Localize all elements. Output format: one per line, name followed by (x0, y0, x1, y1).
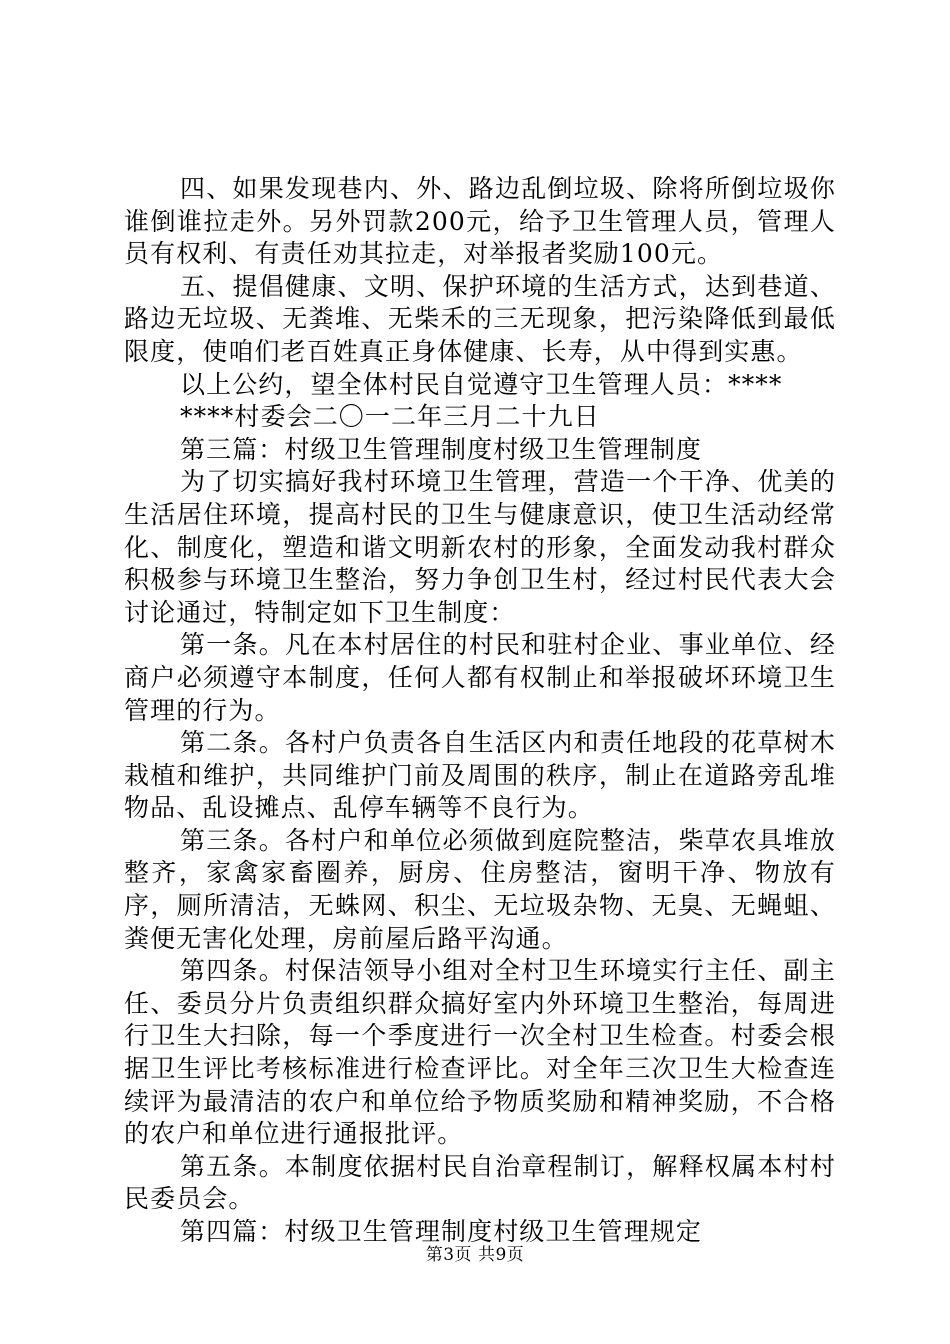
paragraph-article-three: 第三条。各村户和单位必须做到庭院整洁，柴草农具堆放整齐，家禽家畜圈养，厨房、住房整洁，窗明干净、物放有序，厕所清洁，无蛛网、积尘、无垃圾杂物、无臭、无蝇蛆、粪便无害化处理，房前屋后路平沟通。 (124, 825, 836, 953)
paragraph-article-four: 第四条。村保洁领导小组对全村卫生环境实行主任、副主任、委员分片负责组织群众搞好室内外环境卫生整治，每周进行卫生大扫除，每一个季度进行一次全村卫生检查。村委会根据卫生评比考核标准进行检查评比。对全年三次卫生大检查连续评为最清洁的农户和单位给予物质奖励和精神奖励，不合格的农户和单位进行通报批评。 (124, 956, 836, 1149)
paragraph-article-five: 第五条。本制度依据村民自治章程制订，解释权属本村村民委员会。 (124, 1151, 836, 1214)
paragraph-pledge: 以上公约，望全体村民自觉遵守卫生管理人员：**** (180, 369, 783, 399)
page-number: 第3页 共9页 (425, 1245, 525, 1265)
paragraph-item-five: 五、提倡健康、文明、保护环境的生活方式，达到巷道、路边无垃圾、无粪堆、无柴禾的三无现象，把污染降低到最低限度，使咱们老百姓真正身体健康、长寿，从中得到实惠。 (124, 271, 836, 366)
paragraph-item-four: 四、如果发现巷内、外、路边乱倒垃圾、除将所倒垃圾你谁倒谁拉走外。另外罚款200元，给予卫生管理人员，管理人员有权利、有责任劝其拉走，对举报者奖励100元。 (124, 174, 836, 269)
section-heading-three: 第三篇：村级卫生管理制度村级卫生管理制度 (180, 434, 703, 464)
paragraph-article-two: 第二条。各村户负责各自生活区内和责任地段的花草树木栽植和维护，共同维护门前及周围的秩序，制止在道路旁乱堆物品、乱设摊点、乱停车辆等不良行为。 (124, 728, 836, 823)
paragraph-article-one: 第一条。凡在本村居住的村民和驻村企业、事业单位、经商户必须遵守本制度，任何人都有权制止和举报破坏环境卫生管理的行为。 (124, 630, 836, 725)
paragraph-signature-date: ****村委会二〇一二年三月二十九日 (180, 402, 600, 432)
section-heading-four: 第四篇：村级卫生管理制度村级卫生管理规定 (180, 1217, 703, 1246)
paragraph-intro: 为了切实搞好我村环境卫生管理，营造一个干净、优美的生活居住环境，提高村民的卫生与健康意识，使卫生活动经常化、制度化，塑造和谐文明新农村的形象，全面发动我村群众积极参与环境卫生整治，努力争创卫生村，经过村民代表大会讨论通过，特制定如下卫生制度： (124, 467, 836, 627)
page-footer (0, 1244, 950, 1266)
document-body (124, 173, 836, 1249)
